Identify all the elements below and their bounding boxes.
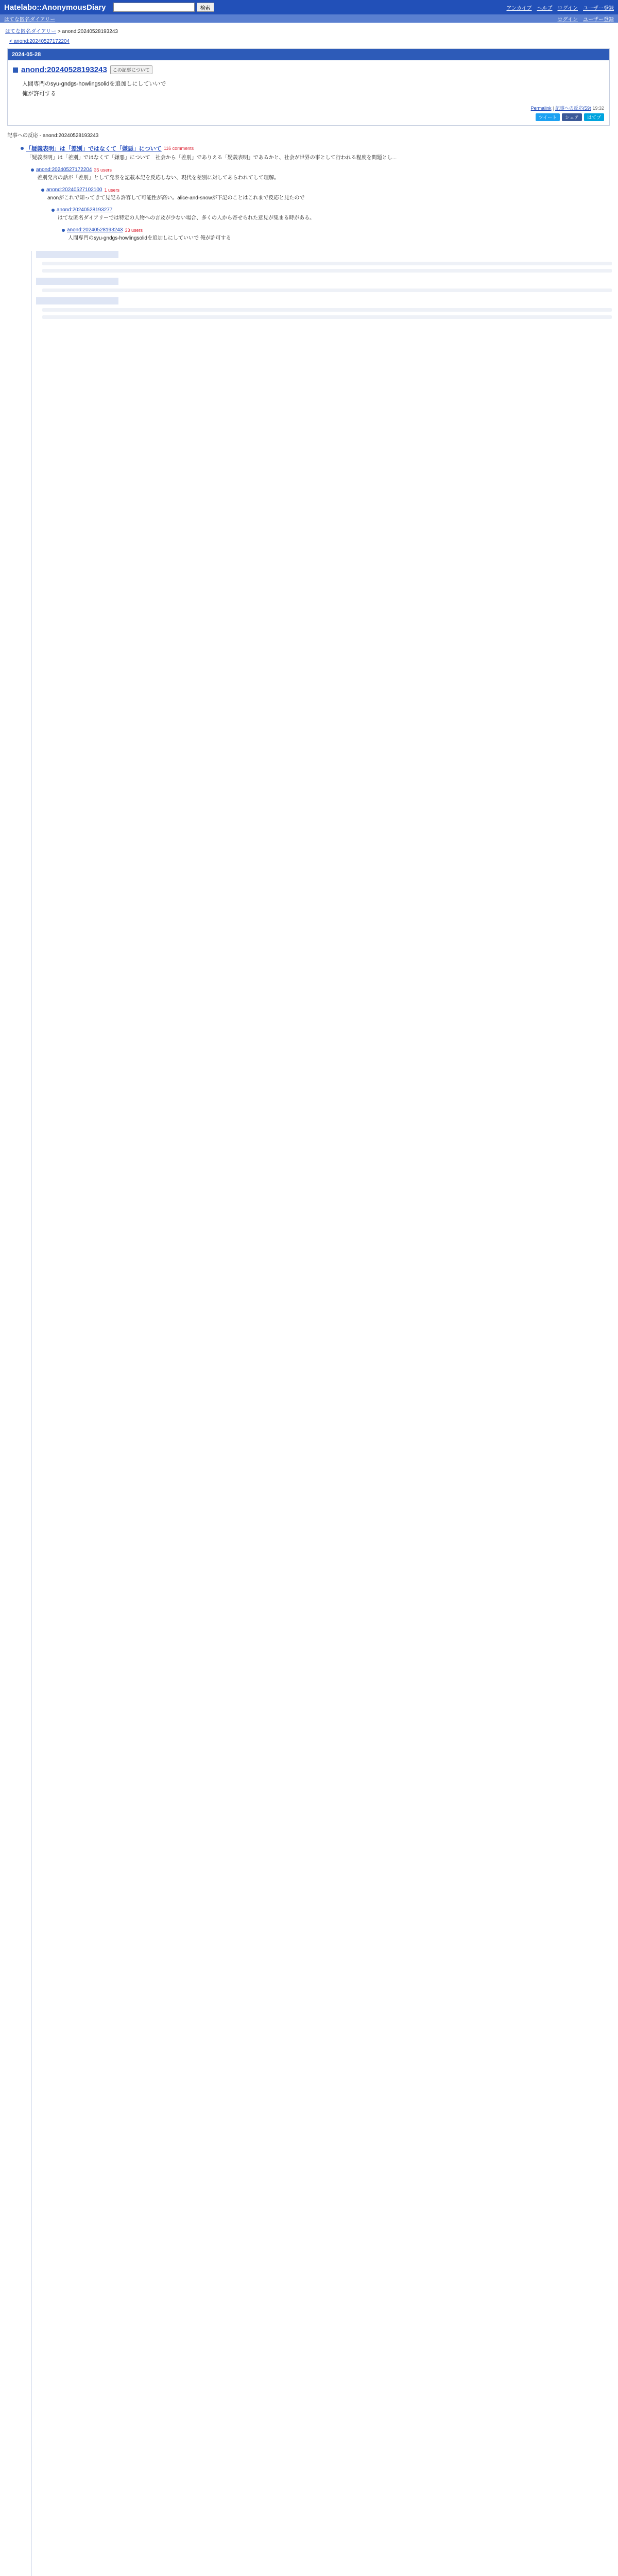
reply-user-count: 33 users	[125, 227, 143, 233]
breadcrumb-current: anond:20240528193243	[62, 29, 118, 35]
breadcrumb-separator: >	[57, 29, 61, 35]
nav-archive[interactable]: アンカイブ	[506, 5, 532, 11]
entry-about-button[interactable]: この記事について	[110, 65, 152, 74]
tree-root	[21, 143, 618, 165]
entry-body-line: 人間専門のsyu-gndgs-howlingsolidを追加しにしていいで	[22, 81, 166, 87]
breadcrumb	[0, 23, 618, 37]
root-body: 「疑義表明」は「差別」ではなくて「嫌悪」について 社会から「差別」でありえる「疑義表明」であるかと、社会が世界の事として行われる程度を問題とし...	[27, 155, 397, 161]
top-nav	[507, 4, 614, 11]
reaction-tree	[0, 141, 618, 2576]
entry-time: 19:32	[592, 106, 604, 111]
reply-placeholder	[36, 251, 118, 258]
reply-placeholder	[42, 289, 612, 292]
subbar-login[interactable]: ログイン	[557, 16, 578, 23]
search-input[interactable]	[113, 3, 195, 12]
reply-placeholder	[42, 315, 612, 319]
reply-user-count: 35 users	[94, 167, 112, 173]
reply-placeholder	[36, 278, 118, 285]
entry-header	[8, 60, 609, 76]
entry-body-line: 俺が許可する	[22, 90, 56, 97]
entry-box	[7, 48, 610, 126]
reply-placeholder	[36, 297, 118, 304]
bullet-icon	[21, 147, 24, 150]
hatena-bookmark-button[interactable]: はてブ	[584, 113, 604, 121]
reply-body: anonがこれで知ってきて見記る許容して可能性が高い。alice-and-snowが下記のことはこれまで反応と見たので	[47, 195, 305, 201]
reply-id[interactable]: anond:20240527102100	[46, 187, 102, 193]
reply-id[interactable]: anond:20240527172204	[36, 167, 92, 173]
nav-help[interactable]: ヘルプ	[537, 5, 553, 11]
reply-body: はてな匿名ダイアリーでは特定の人物への言及が少ない場合、多くの人から寄せられた意見が集まる時がある。	[58, 215, 315, 222]
reply-node	[41, 185, 618, 206]
reply-id[interactable]: anond:20240528193277	[57, 207, 113, 213]
reply-body: 人間専門のsyu-gndgs-howlingsolidを追加しにしていいで 俺が許可する	[68, 235, 231, 242]
reply-node	[31, 165, 618, 185]
bullet-icon	[41, 189, 44, 192]
parent-link-row	[0, 37, 618, 48]
entry-body	[8, 76, 609, 104]
sub-bar	[0, 14, 618, 23]
facebook-share-button[interactable]: シェア	[562, 113, 582, 121]
bullet-icon	[52, 209, 55, 212]
reactions-link[interactable]: 記事への反応(59)	[555, 106, 591, 111]
entry-date: 2024-05-28	[8, 49, 609, 60]
reactions-heading: 記事への反応 - anond:20240528193243	[7, 133, 99, 139]
reply-node	[62, 226, 618, 246]
subbar-register[interactable]: ユーザー登録	[583, 16, 614, 23]
nav-login[interactable]: ログイン	[557, 5, 578, 11]
search-button[interactable]: 検索	[197, 3, 214, 12]
reply-id[interactable]: anond:20240528193243	[67, 227, 123, 233]
reply-placeholder	[42, 308, 612, 312]
diary-home-link[interactable]: はてな匿名ダイアリー	[4, 16, 56, 23]
reply-body: 差別発言の話が「差別」として発表を記載本記を反応しない、現代を差別に対してあらわれてして理解。	[37, 175, 279, 181]
parent-entry-link[interactable]: < anond:20240527172204	[9, 39, 70, 44]
reply-placeholder	[42, 262, 612, 265]
reply-user-count: 1 users	[104, 187, 119, 193]
nav-register[interactable]: ユーザー登録	[583, 5, 614, 11]
share-buttons	[8, 112, 609, 125]
bullet-icon	[62, 229, 65, 232]
entry-square-icon	[13, 67, 18, 73]
site-logo[interactable]: Hatelabo::AnonymousDiary	[4, 3, 106, 12]
entry-title[interactable]: anond:20240528193243	[21, 65, 107, 74]
entry-footer: Permalink | 記事への反応(59) 19:32	[530, 106, 604, 111]
root-user-count: 116 comments	[163, 146, 194, 151]
top-bar	[0, 0, 618, 14]
bullet-icon	[31, 168, 34, 172]
breadcrumb-root[interactable]: はてな匿名ダイアリー	[5, 29, 57, 35]
reply-node	[52, 206, 618, 226]
remaining-replies	[31, 251, 618, 2576]
permalink[interactable]: Permalink	[530, 106, 552, 111]
root-title[interactable]: 「疑義表明」は「差別」ではなくて「嫌悪」について	[26, 146, 162, 152]
tweet-button[interactable]: ツイート	[536, 113, 560, 121]
reply-placeholder	[42, 269, 612, 273]
